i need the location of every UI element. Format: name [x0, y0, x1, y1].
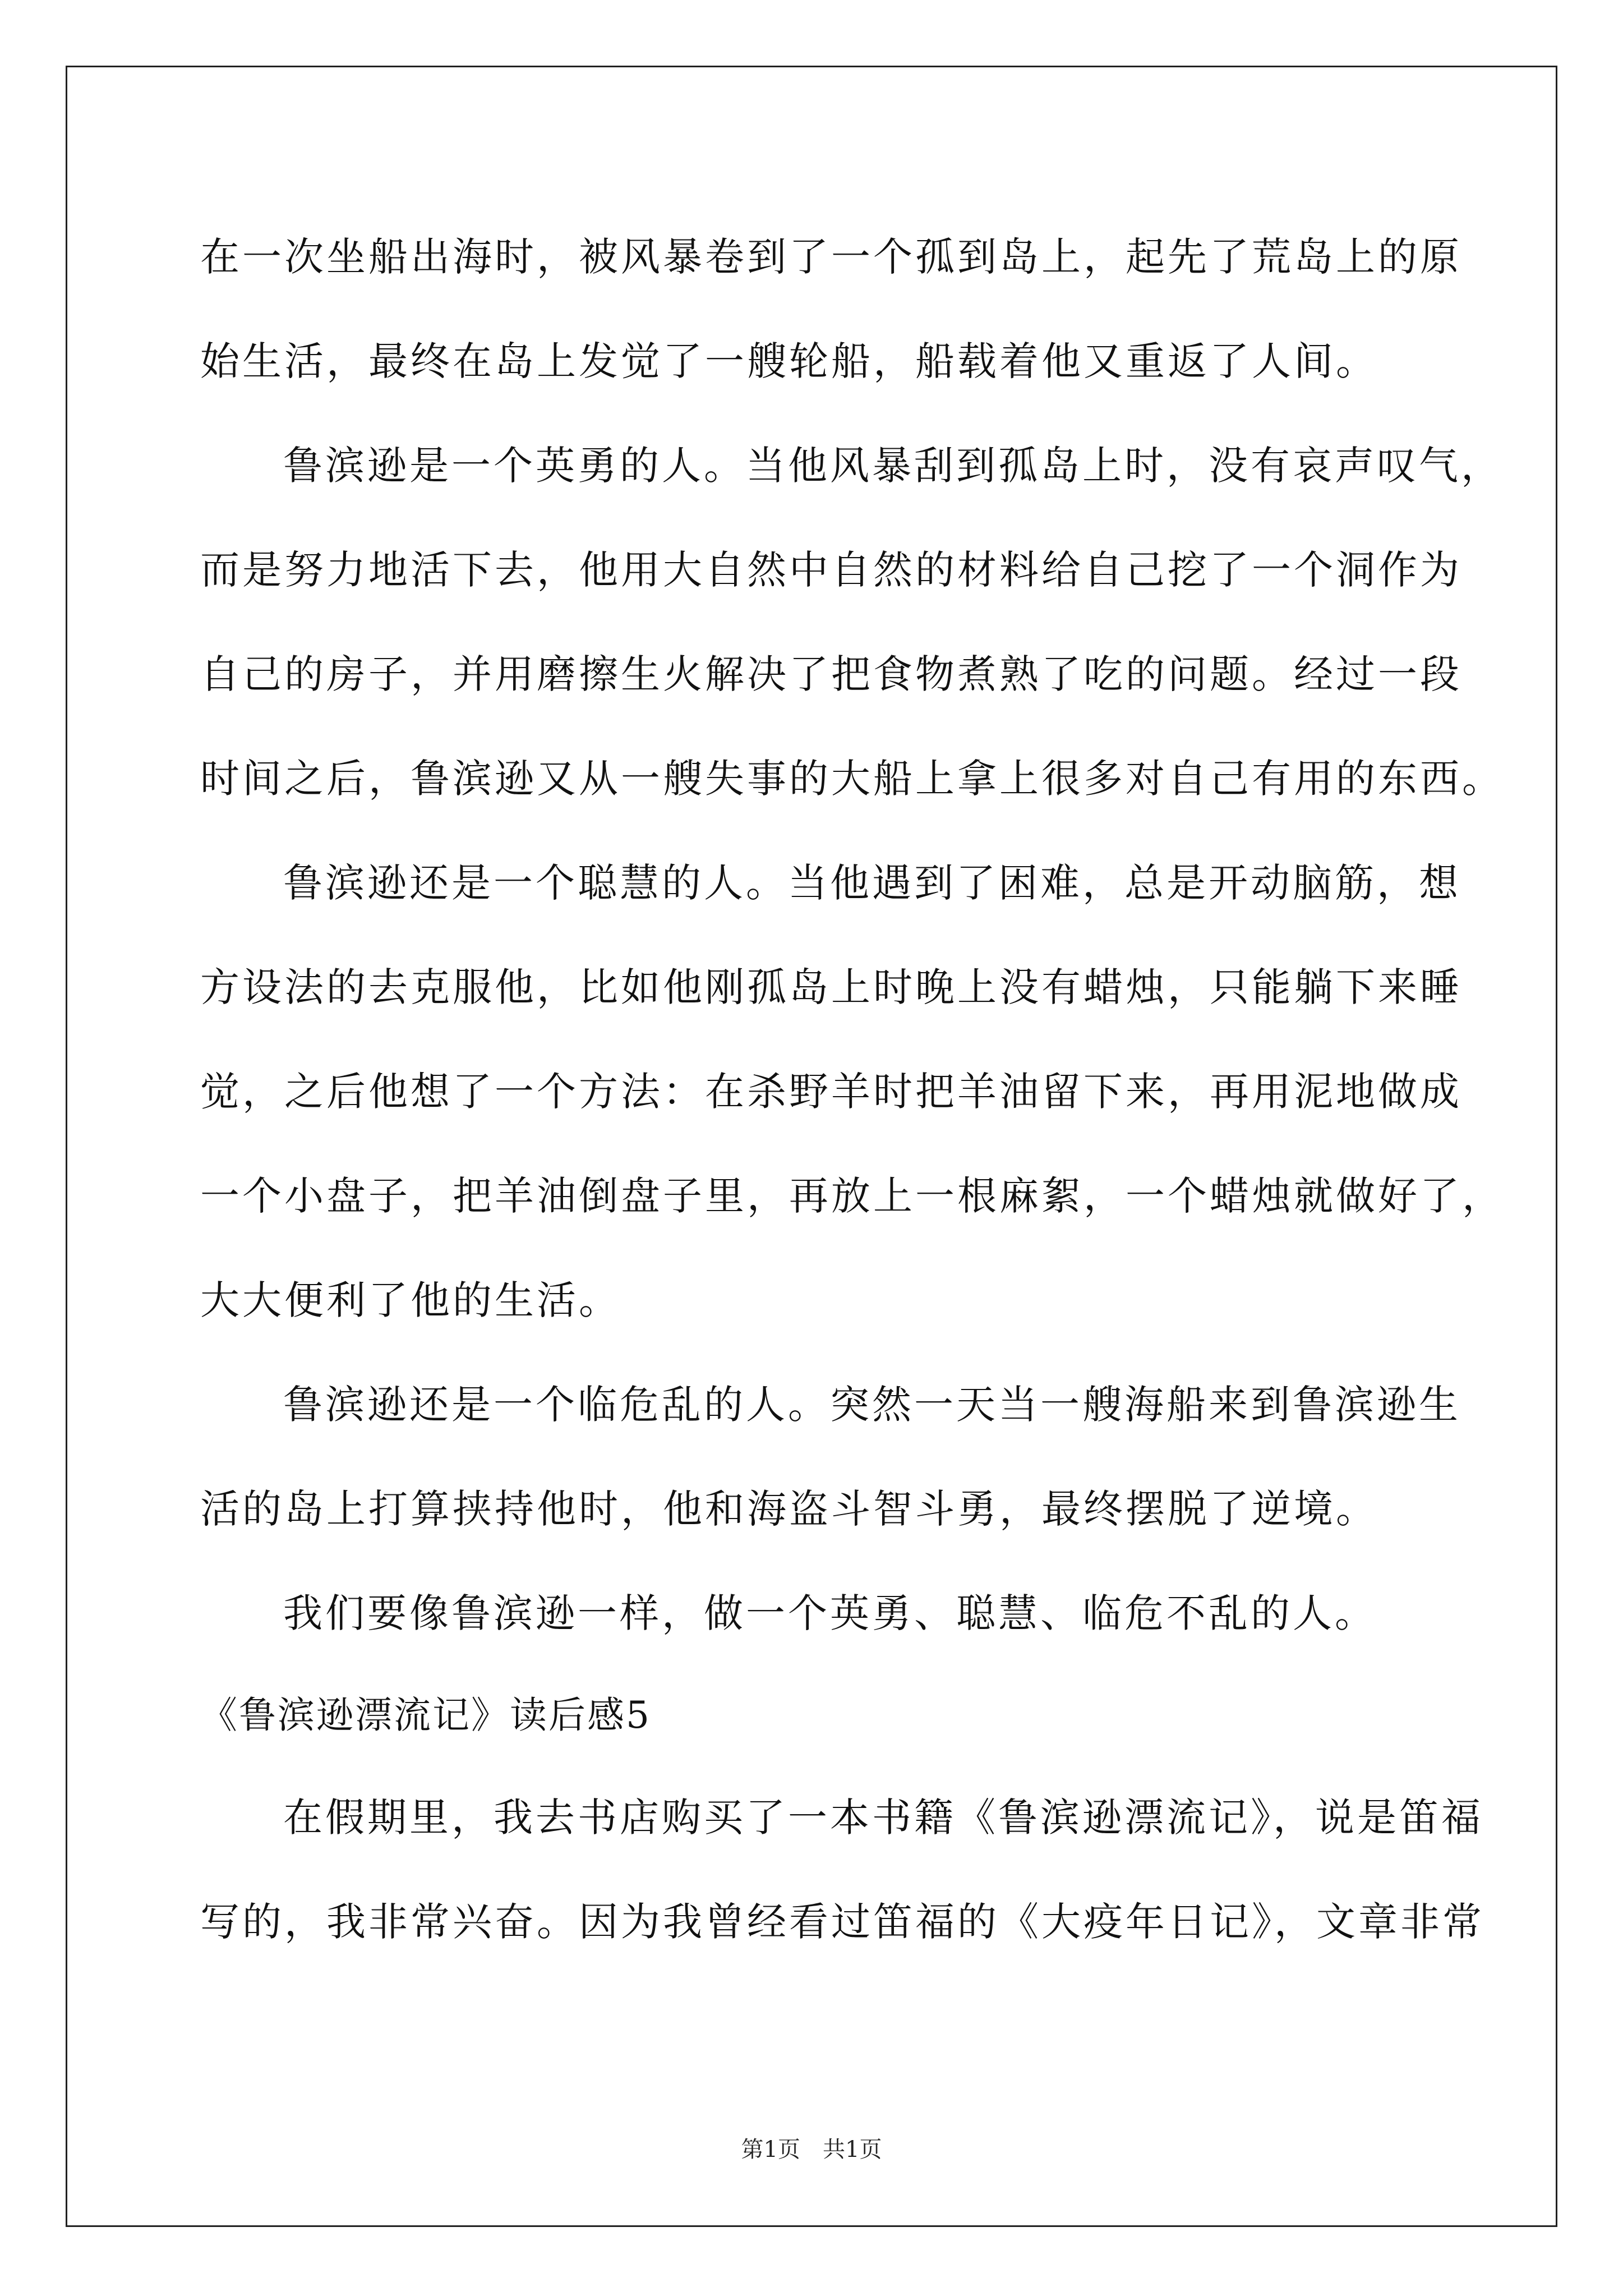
- text-line: 方设法的去克服他，比如他刚孤岛上时晚上没有蜡烛，只能躺下来睡: [200, 964, 1462, 1010]
- paragraph-first-line: 我们要像鲁滨逊一样，做一个英勇、聪慧、临危不乱的人。: [283, 1590, 1377, 1636]
- page-number: 第1页 共1页: [741, 2137, 882, 2162]
- text-line: 一个小盘子，把羊油倒盘子里，再放上一根麻絮，一个蜡烛就做好了，: [200, 1173, 1504, 1219]
- text-line: 活的岛上打算挟持他时，他和海盗斗智斗勇，最终摆脱了逆境。: [200, 1486, 1378, 1532]
- paragraph-first-line: 在假期里，我去书店购买了一本书籍《鲁滨逊漂流记》，说是笛福: [283, 1795, 1483, 1841]
- text-line: 在一次坐船出海时，被风暴卷到了一个孤到岛上，起先了荒岛上的原: [200, 234, 1462, 280]
- section-heading: 《鲁滨逊漂流记》读后感5: [200, 1694, 651, 1737]
- text-line: 自己的房子，并用磨擦生火解决了把食物煮熟了吃的问题。经过一段: [200, 651, 1462, 697]
- text-line: 觉，之后他想了一个方法：在杀野羊时把羊油留下来，再用泥地做成: [200, 1069, 1462, 1115]
- paragraph-first-line: 鲁滨逊是一个英勇的人。当他风暴刮到孤岛上时，没有哀声叹气，: [283, 443, 1503, 489]
- text-line: 大大便利了他的生活。: [200, 1277, 621, 1323]
- text-line: 而是努力地活下去，他用大自然中自然的材料给自己挖了一个洞作为: [200, 547, 1462, 593]
- text-line: 始生活，最终在岛上发觉了一艘轮船，船载着他又重返了人间。: [200, 338, 1378, 384]
- paragraph-first-line: 鲁滨逊还是一个聪慧的人。当他遇到了困难，总是开动脑筋，想: [283, 860, 1461, 906]
- paragraph-first-line: 鲁滨逊还是一个临危乱的人。突然一天当一艘海船来到鲁滨逊生: [283, 1382, 1461, 1428]
- document-body: [200, 205, 1504, 1974]
- text-line: 时间之后，鲁滨逊又从一艘失事的大船上拿上很多对自己有用的东西。: [200, 756, 1504, 802]
- text-line: 写的，我非常兴奋。因为我曾经看过笛福的《大疫年日记》，文章非常: [200, 1899, 1484, 1945]
